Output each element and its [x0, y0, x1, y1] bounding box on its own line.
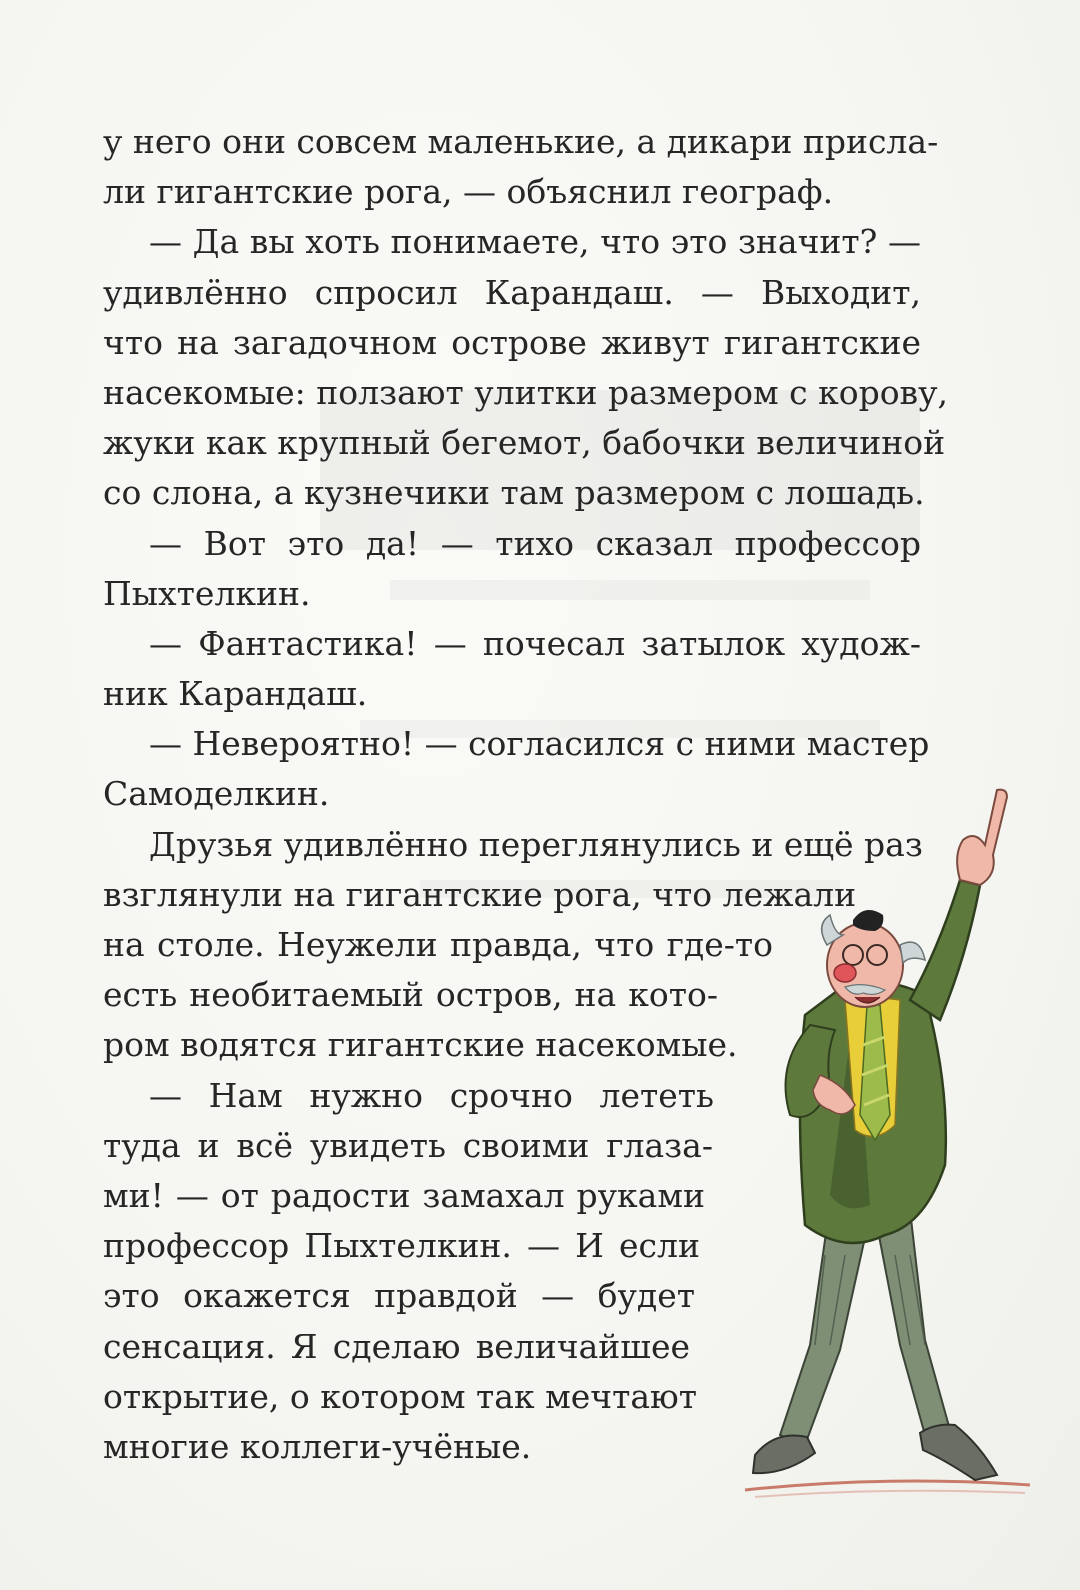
- text-line: — Вот это да! — тихо сказал профессор: [149, 523, 921, 563]
- text-line: многие коллеги-учёные.: [103, 1426, 532, 1466]
- text-line: Самоделкин.: [103, 774, 330, 814]
- text-line: — Фантастика! — почесал затылок худож-: [149, 623, 921, 663]
- text-line: — Нам нужно срочно лететь: [149, 1075, 714, 1115]
- text-line: ром водятся гигантские насекомые.: [103, 1025, 738, 1065]
- text-line: ли гигантские рога, — объяснил географ.: [103, 172, 834, 212]
- text-line: на столе. Неужели правда, что где-то: [103, 925, 773, 964]
- text-line: у него они совсем маленькие, а дикари присла-: [103, 122, 939, 161]
- text-line: профессор Пыхтелкин. — И если: [103, 1226, 700, 1266]
- text-line: насекомые: ползают улитки размером с корову,: [103, 372, 949, 412]
- text-line: открытие, о котором так мечтают: [103, 1376, 697, 1416]
- text-line: жуки как крупный бегемот, бабочки величиной: [103, 423, 946, 463]
- text-line: туда и всё увидеть своими глаза-: [103, 1125, 713, 1165]
- text-line: это окажется правдой — будет: [103, 1276, 695, 1316]
- text-line: взглянули на гигантские рога, что лежали: [103, 874, 857, 914]
- text-line: есть необитаемый остров, на кото-: [103, 975, 718, 1015]
- text-line: сенсация. Я сделаю величайшее: [103, 1326, 690, 1366]
- text-line: удивлённо спросил Карандаш. — Выходит,: [103, 272, 921, 312]
- text-line: — Невероятно! — согласился с ними мастер: [149, 724, 930, 764]
- professor-pointing-up-illustration: [735, 785, 1035, 1505]
- text-line: что на загадочном острове живут гигантские: [103, 322, 921, 362]
- text-line: Пыхтелкин.: [103, 573, 311, 613]
- text-line: — Да вы хоть понимаете, что это значит? —: [149, 222, 921, 262]
- text-line: ми! — от радости замахал руками: [103, 1175, 705, 1215]
- text-line: ник Карандаш.: [103, 674, 368, 714]
- text-line: Друзья удивлённо переглянулись и ещё раз: [149, 824, 923, 864]
- text-line: со слона, а кузнечики там размером с лошадь.: [103, 473, 925, 513]
